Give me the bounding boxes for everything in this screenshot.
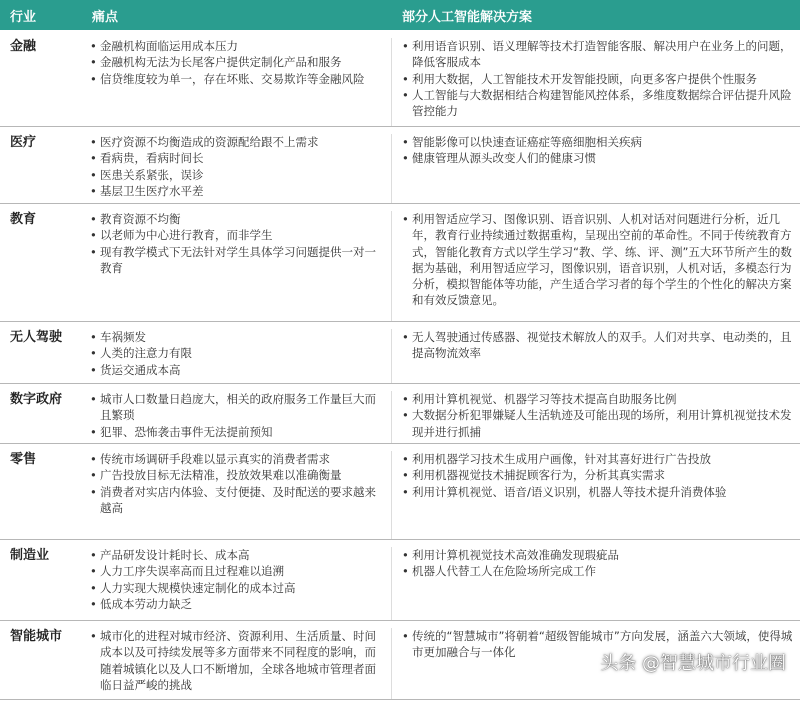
pain-points-cell	[82, 38, 392, 126]
list-item: • 利用机器学习技术生成用户画像，针对其喜好进行广告投放	[400, 451, 794, 467]
solutions-cell	[392, 211, 800, 321]
table-row	[0, 204, 800, 322]
list-item: • 传统市场调研手段难以显示真实的消费者需求	[88, 451, 383, 467]
solutions-list	[400, 451, 794, 500]
list-item: • 现有教学模式下无法针对学生具体学习问题提供一对一教育	[88, 244, 383, 277]
list-item: • 广告投放目标无法精准，投放效果难以准确衡量	[88, 467, 383, 483]
watermark-text: 头条 @智慧城市行业圈	[600, 653, 786, 674]
list-item: • 货运交通成本高	[88, 362, 383, 378]
pain-points-cell	[82, 329, 392, 383]
list-item: • 利用语音识别、语义理解等技术打造智能客服、解决用户在业务上的问题，降低客服成本	[400, 38, 794, 71]
pain-points-list	[88, 329, 383, 378]
solutions-list	[400, 391, 794, 440]
table-row	[0, 322, 800, 384]
header-industry: 行业	[10, 9, 37, 25]
list-item: • 传统的“智慧城市”将朝着“超级智能城市”方向发展，涵盖六大领域，使得城市更加融合与一体化	[400, 628, 794, 661]
industry-cell: 零售	[10, 452, 37, 467]
list-item: • 车祸频发	[88, 329, 383, 345]
list-item: • 金融机构无法为长尾客户提供定制化产品和服务	[88, 54, 383, 70]
list-item: • 健康管理从源头改变人们的健康习惯	[400, 150, 794, 166]
list-item: • 人力实现大规模快速定制化的成本过高	[88, 580, 383, 596]
industry-cell: 教育	[10, 212, 37, 227]
list-item: • 城市化的进程对城市经济、资源利用、生活质量、时间成本以及可持续发展等多方面带来不同程度的影响，而随着城镇化以及人口不断增加，全球各地城市管理者面临日益严峻的挑战	[88, 628, 383, 693]
table-row	[0, 127, 800, 204]
table-row	[0, 384, 800, 444]
table-row	[0, 540, 800, 621]
solutions-cell	[392, 134, 800, 203]
table-body	[0, 31, 800, 700]
industry-cell: 无人驾驶	[10, 330, 63, 345]
list-item: • 利用大数据，人工智能技术开发智能投顾，向更多客户提供个性服务	[400, 71, 794, 87]
solutions-cell	[392, 38, 800, 126]
industry-cell: 金融	[10, 39, 37, 54]
pain-points-list	[88, 211, 383, 276]
list-item: • 犯罪、恐怖袭击事件无法提前预知	[88, 424, 383, 440]
pain-points-list	[88, 628, 383, 693]
pain-points-list	[88, 547, 383, 612]
list-item: • 利用计算机视觉技术高效准确发现瑕疵品	[400, 547, 794, 563]
pain-points-list	[88, 391, 383, 440]
header-pain-points: 痛点	[92, 9, 119, 25]
list-item: • 低成本劳动力缺乏	[88, 596, 383, 612]
list-item: • 信贷维度较为单一，存在坏账、交易欺诈等金融风险	[88, 71, 383, 87]
pain-points-list	[88, 451, 383, 516]
list-item: • 利用计算机视觉、语音/语义识别，机器人等技术提升消费体验	[400, 484, 794, 500]
solutions-cell	[392, 391, 800, 443]
pain-points-cell	[82, 134, 392, 203]
industry-cell: 智能城市	[10, 629, 63, 644]
list-item: • 大数据分析犯罪嫌疑人生活轨迹及可能出现的场所，利用计算机视觉技术发现并进行抓捕	[400, 407, 794, 440]
solutions-list	[400, 38, 794, 119]
pain-points-cell	[82, 628, 392, 699]
solutions-cell	[392, 329, 800, 383]
list-item: • 无人驾驶通过传感器、视觉技术解放人的双手。人们对共享、电动类的，且提高物流效率	[400, 329, 794, 362]
list-item: • 医患关系紧张，误诊	[88, 167, 383, 183]
list-item: • 利用智适应学习、图像识别、语音识别、人机对话对问题进行分析，近几年，教育行业持续通过数据重构，呈现出空前的革命性。不同于传统教育方式，智能化教育方式以学生学习“教、学、练、评、测”五大环节所产生的数据为基础，利用智适应学习，图像识别，语音识别，人机对话，多模态行为分析，模拟智能体等功能，产生适合学习者的每个学生的个性化的解决方案和有效反馈意见。	[400, 211, 794, 309]
pain-points-cell	[82, 391, 392, 443]
list-item: • 人类的注意力有限	[88, 345, 383, 361]
list-item: • 利用机器视觉技术捕捉顾客行为，分析其真实需求	[400, 467, 794, 483]
list-item: • 基层卫生医疗水平差	[88, 183, 383, 199]
list-item: • 金融机构面临运用成本压力	[88, 38, 383, 54]
list-item: • 机器人代替工人在危险场所完成工作	[400, 563, 794, 579]
list-item: • 城市人口数量日趋庞大，相关的政府服务工作量巨大而且繁琐	[88, 391, 383, 424]
pain-points-list	[88, 134, 383, 199]
watermark	[600, 649, 786, 675]
industry-cell: 数字政府	[10, 392, 63, 407]
table-header	[0, 0, 800, 31]
pain-points-cell	[82, 547, 392, 620]
solutions-list	[400, 134, 794, 167]
list-item: • 医疗资源不均衡造成的资源配给跟不上需求	[88, 134, 383, 150]
list-item: • 以老师为中心进行教育，而非学生	[88, 227, 383, 243]
industry-cell: 制造业	[10, 548, 50, 563]
pain-points-cell	[82, 211, 392, 321]
list-item: • 教育资源不均衡	[88, 211, 383, 227]
list-item: • 人工智能与大数据相结合构建智能风控体系，多维度数据综合评估提升风险管控能力	[400, 87, 794, 120]
list-item: • 智能影像可以快速查证癌症等癌细胞相关疾病	[400, 134, 794, 150]
solutions-list	[400, 547, 794, 580]
solutions-cell	[392, 547, 800, 620]
solutions-cell	[392, 451, 800, 539]
solutions-list	[400, 211, 794, 309]
solutions-list	[400, 329, 794, 362]
header-solutions: 部分人工智能解决方案	[402, 9, 533, 25]
table-row	[0, 444, 800, 540]
pain-points-list	[88, 38, 383, 87]
list-item: • 产品研发设计耗时长、成本高	[88, 547, 383, 563]
pain-points-cell	[82, 451, 392, 539]
list-item: • 人力工序失误率高而且过程难以追溯	[88, 563, 383, 579]
list-item: • 消费者对实店内体验、支付便捷、及时配送的要求越来越高	[88, 484, 383, 517]
list-item: • 利用计算机视觉、机器学习等技术提高自助服务比例	[400, 391, 794, 407]
industry-cell: 医疗	[10, 135, 37, 150]
table-row	[0, 31, 800, 127]
list-item: • 看病贵，看病时间长	[88, 150, 383, 166]
